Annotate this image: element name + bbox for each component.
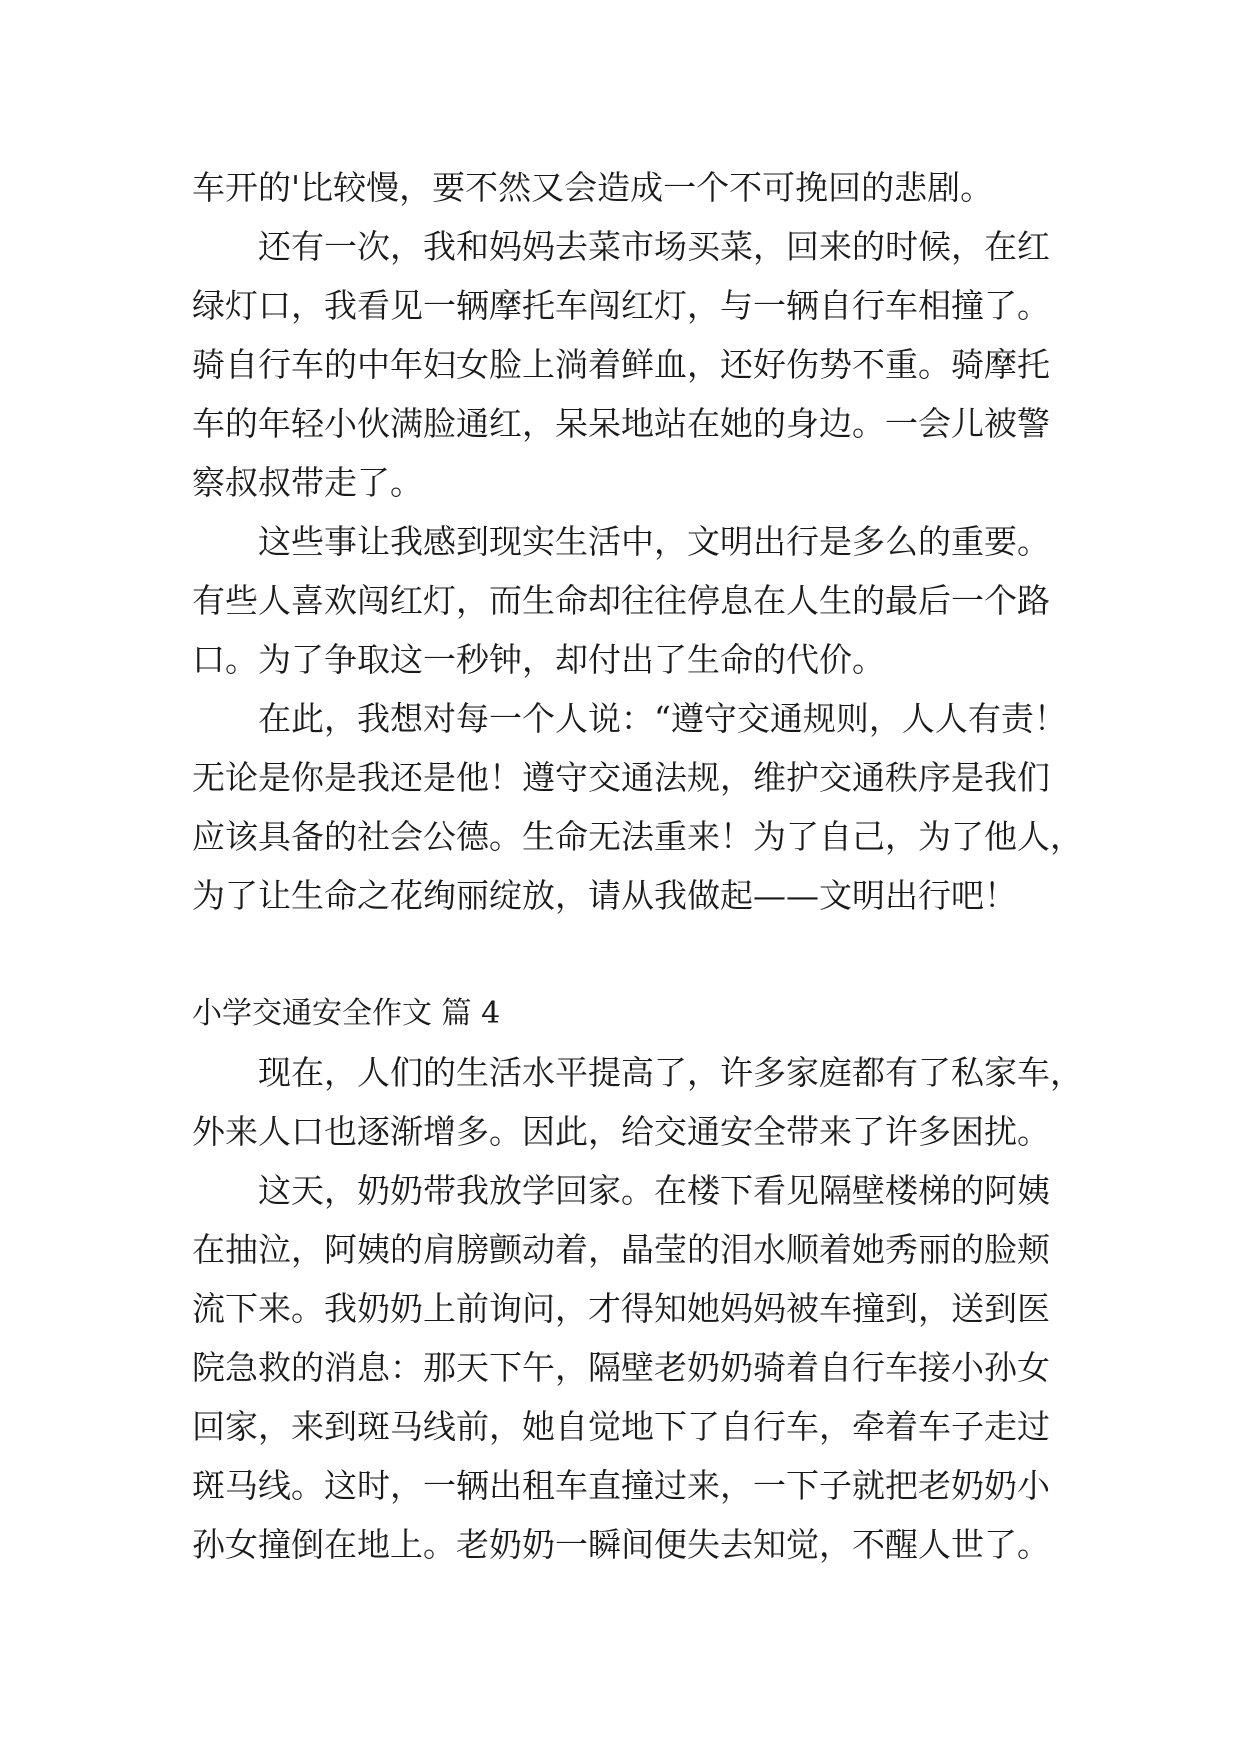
paragraph-start-line: 现在，人们的生活水平提高了，许多家庭都有了私家车， [258,1053,1083,1092]
document-body [192,158,1083,1574]
text-line: 孙女撞倒在地上。老奶奶一瞬间便失去知觉，不醒人世了。 [192,1525,1050,1564]
text-line: 有些人喜欢闯红灯，而生命却往往停息在人生的最后一个路 [192,581,1050,620]
text-line: 口。为了争取这一秒钟，却付出了生命的代价。 [192,640,885,679]
text-line: 在抽泣，阿姨的肩膀颤动着，晶莹的泪水顺着她秀丽的脸颊 [192,1230,1050,1269]
text-line: 骑自行车的中年妇女脸上淌着鲜血，还好伤势不重。骑摩托 [192,345,1050,384]
text-line: 外来人口也逐渐增多。因此，给交通安全带来了许多困扰。 [192,1112,1050,1151]
text-line: 院急救的消息：那天下午，隔壁老奶奶骑着自行车接小孙女 [192,1348,1050,1387]
paragraph-start-line: 这天，奶奶带我放学回家。在楼下看见隔壁楼梯的阿姨 [258,1171,1050,1210]
text-line: 察叔叔带走了。 [192,463,423,502]
paragraph-start-line: 在此，我想对每一个人说：“遵守交通规则，人人有责！ [258,699,1067,738]
text-line: 车的年轻小伙满脸通红，呆呆地站在她的身边。一会儿被警 [192,404,1050,443]
paragraph-start-line: 还有一次，我和妈妈去菜市场买菜，回来的时候，在红 [258,227,1050,266]
text-line: 绿灯口，我看见一辆摩托车闯红灯，与一辆自行车相撞了。 [192,286,1050,325]
text-line: 斑马线。这时，一辆出租车直撞过来，一下子就把老奶奶小 [192,1466,1050,1505]
section-spacer [192,925,1072,984]
text-line: 无论是你是我还是他！遵守交通法规，维护交通秩序是我们 [192,758,1050,797]
text-line: 为了让生命之花绚丽绽放，请从我做起——文明出行吧！ [192,876,1017,915]
text-line: 车开的'比较慢，要不然又会造成一个不可挽回的悲剧。 [192,168,994,207]
text-line: 回家，来到斑马线前，她自觉地下了自行车，牵着车子走过 [192,1407,1050,1446]
text-line: 流下来。我奶奶上前询问，才得知她妈妈被车撞到，送到医 [192,1289,1050,1328]
text-line: 应该具备的社会公德。生命无法重来！为了自己，为了他人， [192,817,1083,856]
paragraph-start-line: 这些事让我感到现实生活中，文明出行是多么的重要。 [258,522,1050,561]
section-heading: 小学交通安全作文 篇 4 [192,996,501,1031]
